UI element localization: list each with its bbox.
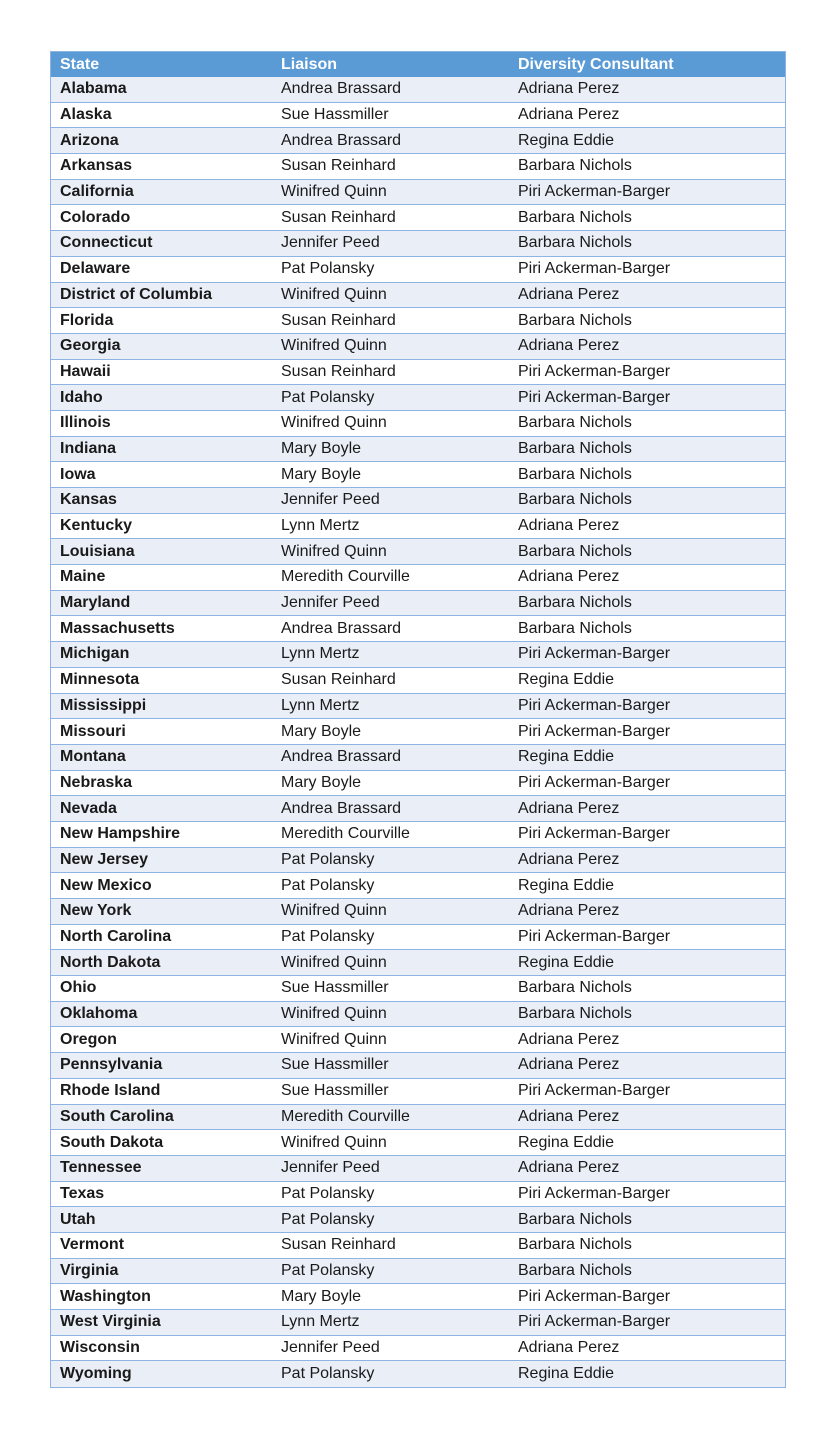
state-cell: Texas	[60, 1184, 105, 1202]
state-cell: New Mexico	[60, 876, 152, 894]
liaison-cell: Jennifer Peed	[281, 1339, 380, 1357]
table-row	[51, 591, 785, 617]
table-row	[51, 539, 785, 565]
liaison-cell: Jennifer Peed	[281, 1159, 380, 1177]
state-cell: Kentucky	[60, 517, 133, 535]
liaison-cell: Sue Hassmiller	[281, 1082, 389, 1100]
table-row	[51, 1207, 785, 1233]
state-cell: Wisconsin	[60, 1339, 140, 1357]
liaison-cell: Winifred Quinn	[281, 183, 387, 201]
state-cell: Idaho	[60, 388, 103, 406]
consultant-cell: Regina Eddie	[518, 131, 615, 149]
state-cell: Iowa	[60, 465, 96, 483]
consultant-cell: Regina Eddie	[518, 671, 615, 689]
header-diversity-consultant: Diversity Consultant	[518, 55, 674, 73]
liaison-cell: Meredith Courville	[281, 568, 410, 586]
table-row	[51, 796, 785, 822]
consultant-cell: Regina Eddie	[518, 1133, 615, 1151]
table-row	[51, 154, 785, 180]
liaison-cell: Winifred Quinn	[281, 902, 387, 920]
liaison-cell: Meredith Courville	[281, 825, 410, 843]
table-row	[51, 1156, 785, 1182]
state-cell: Hawaii	[60, 362, 111, 380]
state-cell: Louisiana	[60, 542, 135, 560]
consultant-cell: Barbara Nichols	[518, 208, 632, 226]
consultant-cell: Piri Ackerman-Barger	[518, 1287, 671, 1305]
table-row	[51, 1027, 785, 1053]
consultant-cell: Barbara Nichols	[518, 542, 632, 560]
consultant-cell: Barbara Nichols	[518, 594, 632, 612]
table-row	[51, 1233, 785, 1259]
table-row	[51, 694, 785, 720]
liaison-cell: Lynn Mertz	[281, 645, 360, 663]
consultant-cell: Adriana Perez	[518, 285, 620, 303]
state-cell: District of Columbia	[60, 285, 213, 303]
state-cell: Washington	[60, 1287, 151, 1305]
state-cell: New Jersey	[60, 850, 149, 868]
state-cell: Nebraska	[60, 773, 133, 791]
table-row	[51, 642, 785, 668]
assignment-table	[50, 51, 786, 1388]
consultant-cell: Barbara Nichols	[518, 1261, 632, 1279]
liaison-cell: Lynn Mertz	[281, 696, 360, 714]
state-cell: Alaska	[60, 106, 112, 124]
consultant-cell: Piri Ackerman-Barger	[518, 388, 671, 406]
liaison-cell: Lynn Mertz	[281, 517, 360, 535]
state-cell: California	[60, 183, 134, 201]
table-row	[51, 1259, 785, 1285]
consultant-cell: Barbara Nichols	[518, 465, 632, 483]
consultant-cell: Barbara Nichols	[518, 439, 632, 457]
liaison-cell: Jennifer Peed	[281, 594, 380, 612]
state-cell: Nevada	[60, 799, 117, 817]
table-row	[51, 514, 785, 540]
state-cell: Georgia	[60, 337, 121, 355]
liaison-cell: Andrea Brassard	[281, 131, 402, 149]
state-cell: Colorado	[60, 208, 131, 226]
state-cell: New Hampshire	[60, 825, 181, 843]
liaison-cell: Pat Polansky	[281, 1210, 375, 1228]
consultant-cell: Adriana Perez	[518, 902, 620, 920]
liaison-cell: Sue Hassmiller	[281, 106, 389, 124]
table-row	[51, 283, 785, 309]
state-cell: Virginia	[60, 1261, 119, 1279]
state-cell: Rhode Island	[60, 1082, 161, 1100]
consultant-cell: Barbara Nichols	[518, 1005, 632, 1023]
liaison-cell: Pat Polansky	[281, 1365, 375, 1383]
consultant-cell: Adriana Perez	[518, 850, 620, 868]
table-row	[51, 1336, 785, 1362]
state-cell: Montana	[60, 748, 126, 766]
liaison-cell: Andrea Brassard	[281, 619, 402, 637]
liaison-cell: Andrea Brassard	[281, 80, 402, 98]
consultant-cell: Piri Ackerman-Barger	[518, 1313, 671, 1331]
liaison-cell: Susan Reinhard	[281, 671, 396, 689]
table-row	[51, 411, 785, 437]
table-row	[51, 385, 785, 411]
table-row	[51, 77, 785, 103]
table-row	[51, 231, 785, 257]
state-cell: Maryland	[60, 594, 131, 612]
consultant-cell: Adriana Perez	[518, 1159, 620, 1177]
consultant-cell: Piri Ackerman-Barger	[518, 260, 671, 278]
table-row	[51, 925, 785, 951]
liaison-cell: Pat Polansky	[281, 388, 375, 406]
liaison-cell: Susan Reinhard	[281, 157, 396, 175]
consultant-cell: Barbara Nichols	[518, 234, 632, 252]
consultant-cell: Adriana Perez	[518, 106, 620, 124]
state-cell: Wyoming	[60, 1365, 132, 1383]
consultant-cell: Barbara Nichols	[518, 491, 632, 509]
table-row	[51, 976, 785, 1002]
liaison-cell: Pat Polansky	[281, 1184, 375, 1202]
state-cell: Mississippi	[60, 696, 147, 714]
liaison-cell: Mary Boyle	[281, 722, 362, 740]
consultant-cell: Piri Ackerman-Barger	[518, 722, 671, 740]
consultant-cell: Piri Ackerman-Barger	[518, 773, 671, 791]
state-cell: Tennessee	[60, 1159, 142, 1177]
header-liaison: Liaison	[281, 55, 338, 73]
consultant-cell: Adriana Perez	[518, 1107, 620, 1125]
table-row	[51, 334, 785, 360]
consultant-cell: Barbara Nichols	[518, 1236, 632, 1254]
table-row	[51, 180, 785, 206]
consultant-cell: Piri Ackerman-Barger	[518, 1184, 671, 1202]
liaison-cell: Andrea Brassard	[281, 799, 402, 817]
state-cell: South Carolina	[60, 1107, 174, 1125]
table-row	[51, 437, 785, 463]
consultant-cell: Barbara Nichols	[518, 157, 632, 175]
liaison-cell: Andrea Brassard	[281, 748, 402, 766]
table-row	[51, 1130, 785, 1156]
liaison-cell: Mary Boyle	[281, 439, 362, 457]
consultant-cell: Piri Ackerman-Barger	[518, 362, 671, 380]
table-row	[51, 771, 785, 797]
table-row	[51, 873, 785, 899]
table-row	[51, 745, 785, 771]
liaison-cell: Pat Polansky	[281, 260, 375, 278]
table-row	[51, 103, 785, 129]
state-cell: Missouri	[60, 722, 126, 740]
table-header-row	[51, 52, 785, 77]
state-cell: North Carolina	[60, 928, 172, 946]
table-row	[51, 668, 785, 694]
consultant-cell: Adriana Perez	[518, 799, 620, 817]
liaison-cell: Winifred Quinn	[281, 953, 387, 971]
table-row	[51, 1002, 785, 1028]
state-cell: Vermont	[60, 1236, 125, 1254]
liaison-cell: Mary Boyle	[281, 1287, 362, 1305]
state-cell: Oklahoma	[60, 1005, 138, 1023]
state-cell: Pennsylvania	[60, 1056, 163, 1074]
table-row	[51, 1053, 785, 1079]
state-cell: Oregon	[60, 1030, 117, 1048]
table-row	[51, 848, 785, 874]
state-cell: Alabama	[60, 80, 127, 98]
liaison-cell: Winifred Quinn	[281, 337, 387, 355]
liaison-cell: Susan Reinhard	[281, 1236, 396, 1254]
consultant-cell: Barbara Nichols	[518, 414, 632, 432]
table-row	[51, 1361, 785, 1387]
table-row	[51, 488, 785, 514]
consultant-cell: Adriana Perez	[518, 80, 620, 98]
liaison-cell: Jennifer Peed	[281, 234, 380, 252]
consultant-cell: Barbara Nichols	[518, 619, 632, 637]
table-row	[51, 616, 785, 642]
consultant-cell: Regina Eddie	[518, 748, 615, 766]
consultant-cell: Adriana Perez	[518, 1339, 620, 1357]
table-row	[51, 1182, 785, 1208]
liaison-cell: Pat Polansky	[281, 1261, 375, 1279]
state-cell: West Virginia	[60, 1313, 161, 1331]
liaison-cell: Susan Reinhard	[281, 362, 396, 380]
table-row	[51, 1310, 785, 1336]
table-row	[51, 719, 785, 745]
consultant-cell: Piri Ackerman-Barger	[518, 825, 671, 843]
liaison-cell: Winifred Quinn	[281, 1005, 387, 1023]
table-row	[51, 899, 785, 925]
state-cell: Florida	[60, 311, 114, 329]
table-row	[51, 257, 785, 283]
liaison-cell: Winifred Quinn	[281, 1133, 387, 1151]
liaison-cell: Meredith Courville	[281, 1107, 410, 1125]
consultant-cell: Adriana Perez	[518, 517, 620, 535]
consultant-cell: Piri Ackerman-Barger	[518, 183, 671, 201]
table-row	[51, 360, 785, 386]
liaison-cell: Winifred Quinn	[281, 414, 387, 432]
state-cell: Massachusetts	[60, 619, 175, 637]
liaison-cell: Lynn Mertz	[281, 1313, 360, 1331]
table-row	[51, 950, 785, 976]
liaison-cell: Pat Polansky	[281, 928, 375, 946]
consultant-cell: Regina Eddie	[518, 1365, 615, 1383]
consultant-cell: Barbara Nichols	[518, 311, 632, 329]
state-cell: Indiana	[60, 439, 117, 457]
state-cell: Ohio	[60, 979, 97, 997]
consultant-cell: Piri Ackerman-Barger	[518, 696, 671, 714]
table-row	[51, 205, 785, 231]
liaison-cell: Winifred Quinn	[281, 285, 387, 303]
consultant-cell: Adriana Perez	[518, 337, 620, 355]
state-cell: Utah	[60, 1210, 96, 1228]
state-cell: Arkansas	[60, 157, 133, 175]
liaison-cell: Pat Polansky	[281, 850, 375, 868]
consultant-cell: Adriana Perez	[518, 568, 620, 586]
table-row	[51, 822, 785, 848]
table-row	[51, 1079, 785, 1105]
liaison-cell: Mary Boyle	[281, 773, 362, 791]
liaison-cell: Sue Hassmiller	[281, 1056, 389, 1074]
liaison-cell: Mary Boyle	[281, 465, 362, 483]
liaison-cell: Susan Reinhard	[281, 311, 396, 329]
table-row	[51, 1105, 785, 1131]
liaison-cell: Sue Hassmiller	[281, 979, 389, 997]
consultant-cell: Adriana Perez	[518, 1030, 620, 1048]
state-cell: Minnesota	[60, 671, 140, 689]
state-cell: North Dakota	[60, 953, 161, 971]
liaison-cell: Jennifer Peed	[281, 491, 380, 509]
state-cell: Arizona	[60, 131, 119, 149]
liaison-cell: Winifred Quinn	[281, 542, 387, 560]
consultant-cell: Regina Eddie	[518, 876, 615, 894]
header-state: State	[60, 55, 100, 73]
state-cell: Delaware	[60, 260, 131, 278]
state-cell: Maine	[60, 568, 106, 586]
liaison-cell: Pat Polansky	[281, 876, 375, 894]
state-cell: New York	[60, 902, 132, 920]
state-cell: Kansas	[60, 491, 117, 509]
consultant-cell: Regina Eddie	[518, 953, 615, 971]
consultant-cell: Barbara Nichols	[518, 1210, 632, 1228]
consultant-cell: Barbara Nichols	[518, 979, 632, 997]
table-row	[51, 128, 785, 154]
state-cell: Illinois	[60, 414, 111, 432]
table-row	[51, 1284, 785, 1310]
table-body	[51, 77, 785, 1387]
state-cell: Connecticut	[60, 234, 153, 252]
consultant-cell: Piri Ackerman-Barger	[518, 645, 671, 663]
state-cell: South Dakota	[60, 1133, 164, 1151]
liaison-cell: Winifred Quinn	[281, 1030, 387, 1048]
table-row	[51, 308, 785, 334]
liaison-cell: Susan Reinhard	[281, 208, 396, 226]
consultant-cell: Piri Ackerman-Barger	[518, 1082, 671, 1100]
table-row	[51, 462, 785, 488]
consultant-cell: Adriana Perez	[518, 1056, 620, 1074]
consultant-cell: Piri Ackerman-Barger	[518, 928, 671, 946]
table-row	[51, 565, 785, 591]
state-cell: Michigan	[60, 645, 130, 663]
